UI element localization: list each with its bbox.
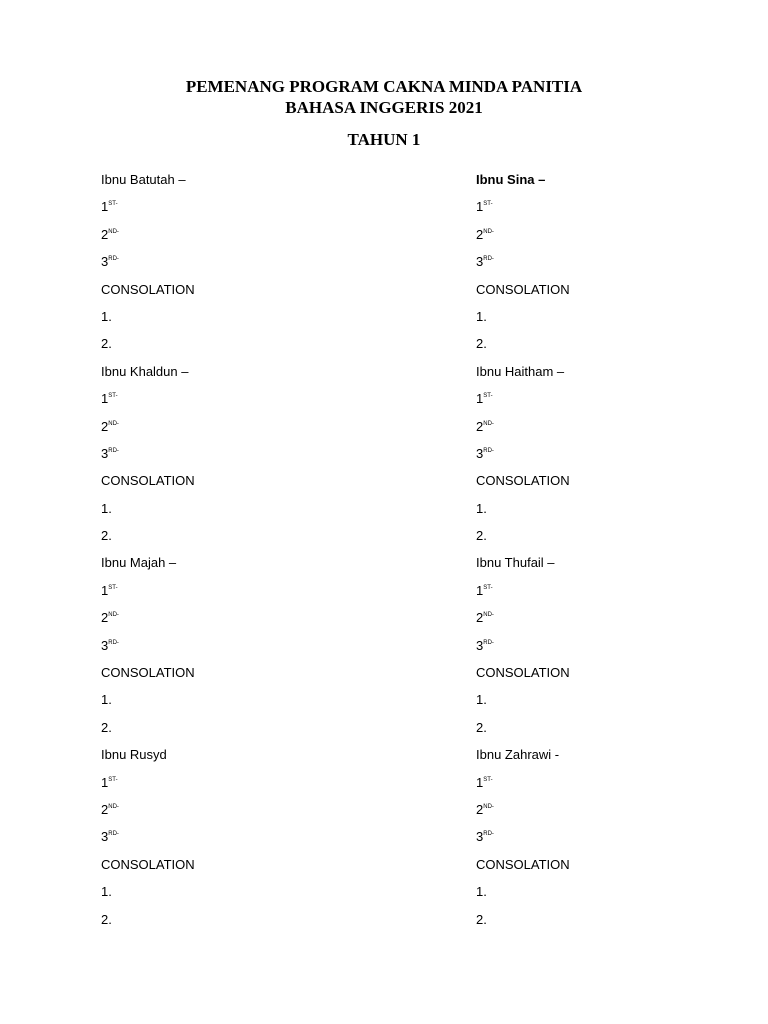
consolation-label: CONSOLATION	[476, 281, 570, 297]
group-title: Ibnu Thufail –	[476, 555, 555, 571]
place-third	[476, 252, 768, 279]
place-suffix: ND-	[108, 228, 119, 235]
place-suffix: RD-	[483, 639, 494, 646]
group-title: Ibnu Majah –	[101, 555, 177, 571]
consolation-label: CONSOLATION	[476, 665, 570, 681]
place-suffix: ND-	[483, 228, 494, 235]
place-suffix: ST-	[483, 393, 493, 400]
place-first	[101, 581, 401, 608]
group-title: Ibnu Sina –	[476, 172, 546, 187]
place-third	[101, 636, 401, 663]
group-title: Ibnu Haitham –	[476, 363, 565, 379]
place-second	[476, 608, 768, 635]
place-number: 3	[101, 445, 109, 461]
place-second	[101, 417, 401, 444]
place-second	[476, 225, 768, 252]
consolation-label: CONSOLATION	[101, 665, 195, 681]
place-suffix: ND-	[108, 612, 119, 619]
place-number: 3	[476, 637, 484, 653]
group-title: Ibnu Batutah –	[101, 172, 186, 187]
consolation-item: 1.	[101, 500, 112, 516]
consolation-item: 1.	[101, 308, 112, 324]
consolation-item: 2.	[101, 719, 112, 735]
place-suffix: ST-	[483, 201, 493, 208]
place-suffix: ND-	[483, 803, 494, 810]
consolation-label: CONSOLATION	[101, 281, 195, 297]
place-first	[101, 773, 401, 800]
place-suffix: ND-	[483, 612, 494, 619]
place-number: 3	[101, 637, 109, 653]
place-number: 2	[476, 226, 484, 242]
consolation-item: 1.	[101, 884, 112, 900]
place-suffix: ST-	[108, 393, 118, 400]
consolation-item: 2.	[476, 719, 487, 735]
place-number: 1	[476, 582, 484, 598]
consolation-item: 1.	[476, 884, 487, 900]
place-first	[476, 773, 768, 800]
place-number: 2	[476, 801, 484, 817]
place-number: 2	[101, 610, 109, 626]
place-suffix: ST-	[483, 584, 493, 591]
consolation-label: CONSOLATION	[476, 856, 570, 872]
consolation-label: CONSOLATION	[476, 473, 570, 489]
group-title: Ibnu Zahrawi -	[476, 747, 560, 763]
place-first	[101, 197, 401, 224]
place-suffix: RD-	[483, 256, 494, 263]
place-suffix: ND-	[108, 803, 119, 810]
place-number: 1	[101, 199, 109, 215]
place-number: 1	[101, 391, 109, 407]
place-number: 1	[476, 774, 484, 790]
place-third	[101, 444, 401, 471]
consolation-label: CONSOLATION	[101, 856, 195, 872]
document-title-line-2: BAHASA INGGERIS 2021	[285, 98, 483, 117]
place-number: 2	[101, 418, 109, 434]
consolation-item: 2.	[101, 528, 112, 544]
place-number: 3	[476, 445, 484, 461]
place-third	[101, 252, 401, 279]
place-first	[476, 389, 768, 416]
consolation-item: 1.	[476, 308, 487, 324]
consolation-label: CONSOLATION	[101, 473, 195, 489]
place-second	[101, 225, 401, 252]
place-number: 3	[476, 254, 484, 270]
consolation-item: 2.	[101, 336, 112, 352]
group-title: Ibnu Rusyd	[101, 747, 167, 763]
place-suffix: ST-	[108, 201, 118, 208]
place-second	[101, 800, 401, 827]
place-third	[476, 827, 768, 854]
left-column	[101, 170, 401, 937]
place-first	[101, 389, 401, 416]
place-third	[476, 444, 768, 471]
place-suffix: RD-	[483, 447, 494, 454]
place-suffix: ND-	[483, 420, 494, 427]
place-number: 1	[476, 199, 484, 215]
place-suffix: RD-	[108, 831, 119, 838]
place-second	[476, 800, 768, 827]
place-number: 1	[476, 391, 484, 407]
place-suffix: ST-	[108, 776, 118, 783]
place-suffix: ST-	[108, 584, 118, 591]
consolation-item: 2.	[476, 911, 487, 927]
place-third	[476, 636, 768, 663]
place-suffix: ND-	[108, 420, 119, 427]
place-number: 2	[476, 610, 484, 626]
place-number: 2	[476, 418, 484, 434]
place-suffix: RD-	[483, 831, 494, 838]
document-subtitle: TAHUN 1	[347, 130, 421, 149]
place-number: 3	[101, 254, 109, 270]
place-number: 1	[101, 774, 109, 790]
consolation-item: 2.	[476, 528, 487, 544]
place-number: 2	[101, 801, 109, 817]
consolation-item: 1.	[476, 692, 487, 708]
place-number: 3	[476, 829, 484, 845]
place-first	[476, 197, 768, 224]
consolation-item: 2.	[101, 911, 112, 927]
place-suffix: RD-	[108, 447, 119, 454]
place-number: 2	[101, 226, 109, 242]
place-suffix: RD-	[108, 256, 119, 263]
place-number: 1	[101, 582, 109, 598]
consolation-item: 1.	[101, 692, 112, 708]
place-suffix: ST-	[483, 776, 493, 783]
consolation-item: 1.	[476, 500, 487, 516]
place-suffix: RD-	[108, 639, 119, 646]
place-second	[101, 608, 401, 635]
place-number: 3	[101, 829, 109, 845]
right-column	[476, 170, 768, 937]
place-third	[101, 827, 401, 854]
consolation-item: 2.	[476, 336, 487, 352]
place-first	[476, 581, 768, 608]
place-second	[476, 417, 768, 444]
group-title: Ibnu Khaldun –	[101, 363, 189, 379]
document-title-line-1: PEMENANG PROGRAM CAKNA MINDA PANITIA	[185, 77, 583, 96]
